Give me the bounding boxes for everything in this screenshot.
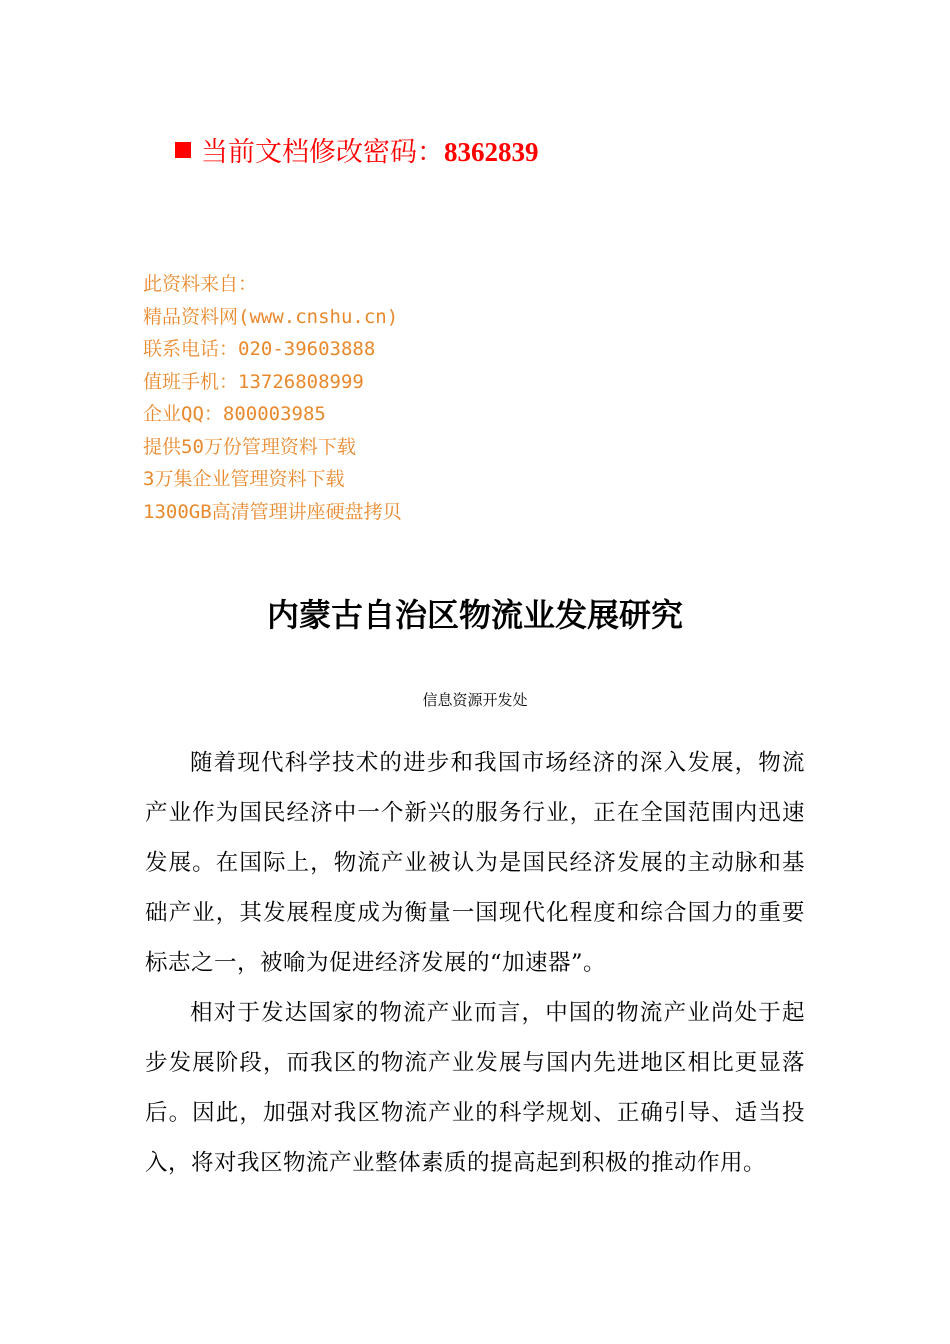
source-info	[143, 268, 402, 528]
password-label: 当前文档修改密码：	[201, 137, 444, 168]
source-site-link[interactable]: 精品资料网(www.cnshu.cn)	[143, 305, 399, 328]
source-line: 1300GB高清管理讲座硬盘拷贝	[143, 500, 402, 523]
password-notice	[175, 130, 539, 169]
source-line: 值班手机：13726808999	[143, 370, 364, 393]
department-name: 信息资源开发处	[422, 691, 528, 709]
password-code: 8362839	[444, 137, 539, 167]
document-title: 内蒙古自治区物流业发展研究	[266, 596, 683, 634]
document-body	[145, 738, 805, 1188]
paragraph: 相对于发达国家的物流产业而言，中国的物流产业尚处于起步发展阶段，而我区的物流产业发展与国内先进地区相比更显落后。因此，加强对我区物流产业的科学规划、正确引导、适当投入，将对我区物流产业整体素质的提高起到积极的推动作用。	[145, 1000, 805, 1176]
source-line: 3万集企业管理资料下载	[143, 468, 345, 490]
red-square-icon	[175, 142, 191, 158]
paragraph: 随着现代科学技术的进步和我国市场经济的深入发展，物流产业作为国民经济中一个新兴的服务行业，正在全国范围内迅速发展。在国际上，物流产业被认为是国民经济发展的主动脉和基础产业，其发展程度成为衡量一国现代化程度和综合国力的重要标志之一，被喻为促进经济发展的“加速器”。	[145, 750, 805, 976]
source-line: 联系电话：020-39603888	[143, 338, 376, 360]
source-line: 此资料来自：	[143, 273, 258, 295]
source-line: 提供50万份管理资料下载	[143, 435, 356, 458]
source-line: 企业QQ：800003985	[143, 403, 326, 425]
